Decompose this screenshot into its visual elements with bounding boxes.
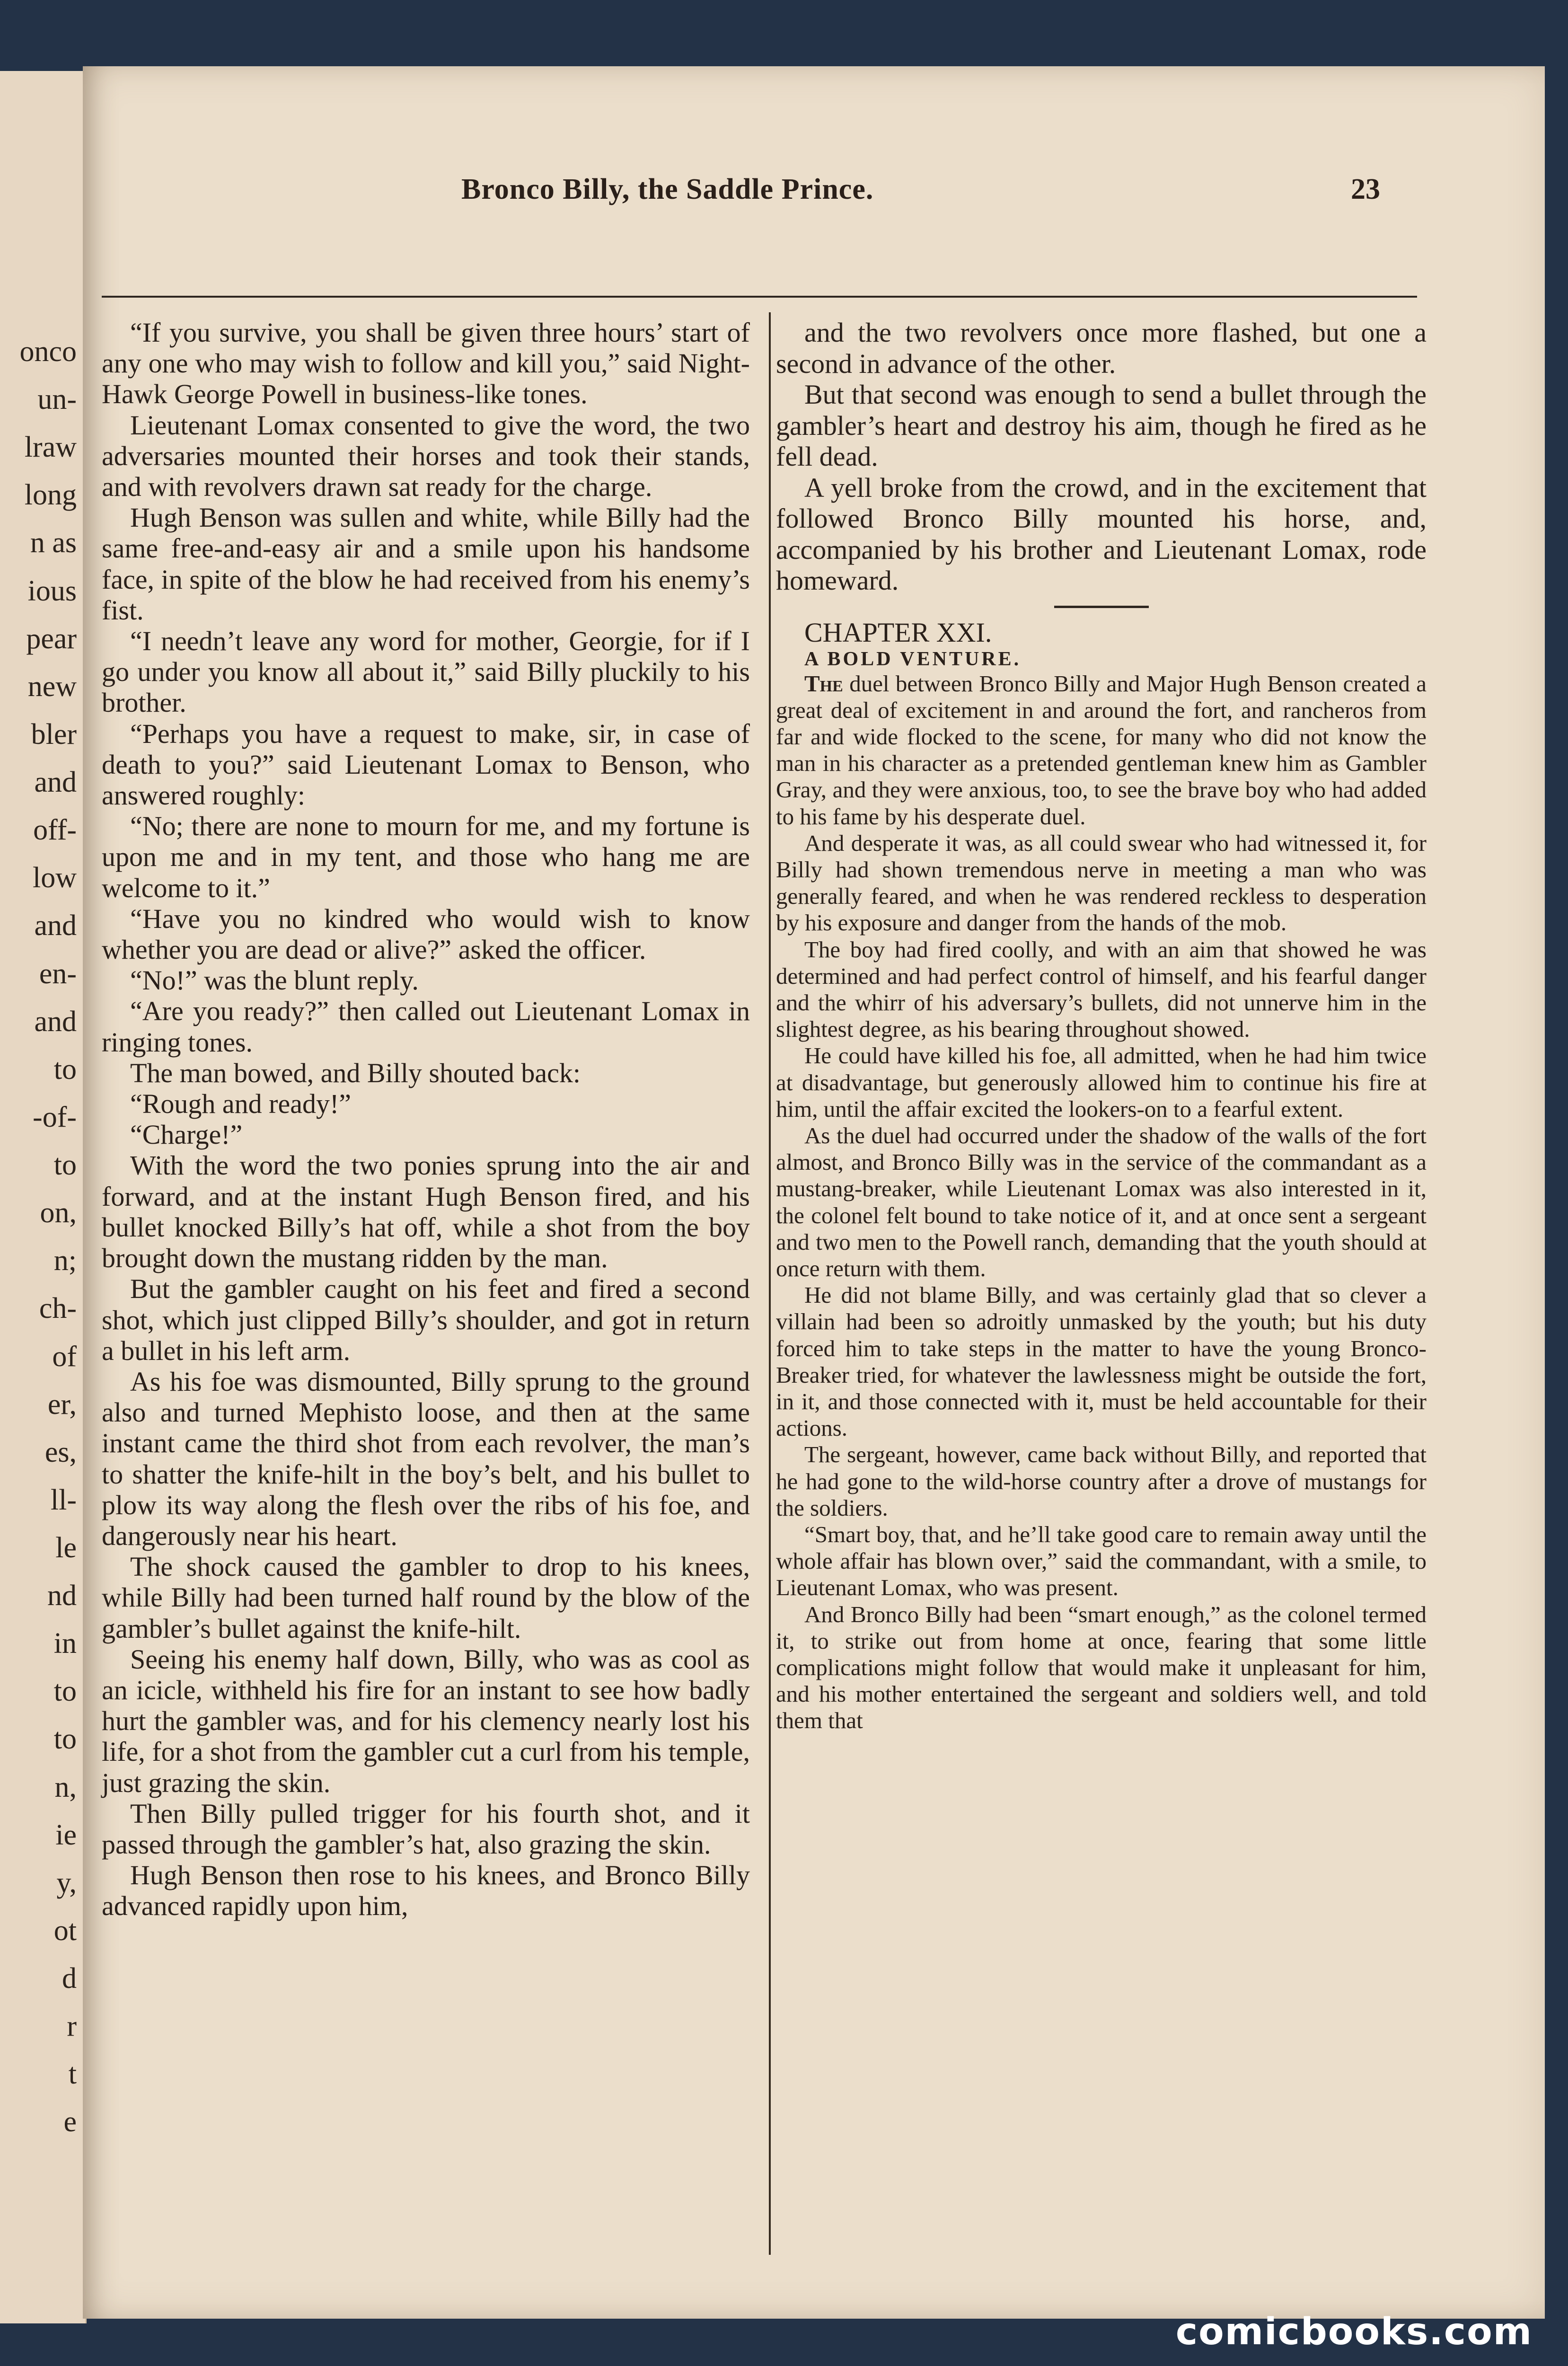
paragraph: The man bowed, and Billy shouted back:: [130, 1057, 581, 1088]
paragraph: The sergeant, however, came back without Billy, and reported that he had gone to the wild-horse country after a drove of mustangs for the soldiers.: [776, 1441, 1427, 1521]
facing-page-fragment: y,: [56, 1866, 77, 1899]
paragraph: “No!” was the blunt reply.: [130, 965, 419, 996]
facing-page-fragment: new: [27, 670, 77, 703]
facing-page-fragment: to: [53, 1675, 77, 1708]
paragraph: Lieutenant Lomax consented to give the word, the two adversaries mounted their horses and took their stands, and with revolvers drawn sat ready for the charge.: [102, 409, 750, 503]
facing-page-fragment: d: [62, 1962, 77, 1995]
chapter-title: CHAPTER XXI.: [804, 617, 992, 648]
paragraph: Hugh Benson was sullen and white, while Billy had the same free-and-easy air and a smile upon his handsome face, in spite of the blow he had received from his enemy’s fist.: [102, 502, 750, 626]
chapter-first-paragraph: [776, 671, 1427, 830]
paragraph: “Smart boy, that, and he’ll take good care to remain away until the whole affair has blown over,” said the commandant, with a smile, to Lieutenant Lomax, who was present.: [776, 1521, 1427, 1601]
page-number: 23: [1351, 173, 1380, 205]
facing-page-fragment: n;: [53, 1245, 77, 1277]
header-rule: [102, 296, 1417, 298]
paragraph: But the gambler caught on his feet and fired a second shot, which just clipped Billy’s shoulder, and got in return a bullet in his left arm.: [102, 1273, 750, 1366]
facing-page-fragment: low: [33, 862, 77, 894]
running-title: Bronco Billy, the Saddle Prince.: [461, 173, 874, 205]
facing-page-edge: [0, 71, 87, 2323]
paragraph: As his foe was dismounted, Billy sprung to the ground also and turned Mephisto loose, and then at the same instant came the third shot from each revolver, the man’s to shatter the knife-hilt in the boy’s belt, and his bullet to plow its way along the flesh over the ribs of his foe, and dangerously near his heart.: [102, 1366, 750, 1551]
facing-page-fragment: of: [52, 1340, 77, 1373]
facing-page-fragment: e: [63, 2106, 77, 2138]
paragraph: Then Billy pulled trigger for his fourth shot, and it passed through the gambler’s hat, also grazing the skin.: [102, 1798, 750, 1860]
paragraph: With the word the two ponies sprung into the air and forward, and at the instant Hugh Benson fired, and his bullet knocked Billy’s hat off, while a shot from the boy brought down the mustang ridden by the man.: [102, 1150, 750, 1274]
facing-page-fragment: -of-: [33, 1101, 77, 1133]
paragraph: And Bronco Billy had been “smart enough,” as the colonel termed it, to strike out from home at once, fearing that some little complications might follow that would make it unpleasant for him, and his mother entertained the sergeant and soldiers well, and told them that: [776, 1601, 1427, 1734]
facing-page-fragment: and: [34, 1005, 77, 1038]
facing-page-fragment: r: [67, 2010, 77, 2043]
paragraph: “I needn’t leave any word for mother, Georgie, for if I go under you know all about it,” said Billy pluckily to his brother.: [102, 626, 750, 718]
facing-page-fragment: nd: [47, 1580, 77, 1612]
left-column: [102, 317, 750, 1922]
paragraph: “Perhaps you have a request to make, sir, in case of death to you?” said Lieutenant Lomax to Benson, who answered roughly:: [102, 718, 750, 811]
facing-page-fragment: un-: [37, 383, 77, 416]
facing-page-fragment: le: [55, 1532, 77, 1564]
facing-page-fragment: er,: [47, 1388, 77, 1421]
paragraph: As the duel had occurred under the shadow of the walls of the fort almost, and Bronco Billy was in the service of the commandant as a mustang-breaker, while Lieutenant Lomax was also interested in it, the colonel felt bound to take notice of it, and at once sent a sergeant and two men to the Powell ranch, demanding that the youth should at once return with them.: [776, 1122, 1427, 1281]
facing-page-fragment: onco: [19, 335, 77, 368]
chapter-first-word: The: [804, 670, 843, 697]
facing-page-fragment: to: [53, 1053, 77, 1086]
facing-page-fragment: t: [68, 2058, 77, 2091]
watermark: comicbooks.com: [1175, 2311, 1533, 2353]
chapter-first-paragraph-text: duel between Bronco Billy and Major Hugh Benson created a great deal of excitement in and around the fort, and rancheros from far and wide flocked to the scene, for many who did not know the man in his character as a pretended gentleman knew him as Gambler Gray, and they were anxious, too, to see the brave boy who had added to his fame by his desperate duel.: [776, 670, 1427, 830]
paragraph: “Have you no kindred who would wish to know whether you are dead or alive?” asked the officer.: [102, 903, 750, 965]
page-header: [83, 173, 1408, 230]
facing-page-fragment: on,: [40, 1197, 77, 1229]
facing-page-fragment: pear: [26, 622, 77, 655]
facing-page-fragment: n,: [54, 1771, 77, 1803]
paragraph: “If you survive, you shall be given three hours’ start of any one who may wish to follow and kill you,” said Night-Hawk George Powell in business-like tones.: [102, 317, 750, 410]
paragraph: “Are you ready?” then called out Lieutenant Lomax in ringing tones.: [102, 996, 750, 1058]
paragraph: He could have killed his foe, all admitted, when he had him twice at disadvantage, but generously allowed him to continue his fire at him, until the affair excited the lookers-on to a fearful extent.: [776, 1042, 1427, 1122]
paragraph: “No; there are none to mourn for me, and my fortune is upon me and in my tent, and those who hang me are welcome to it.”: [102, 811, 750, 903]
paragraph: and the two revolvers once more flashed, but one a second in advance of the other.: [776, 317, 1427, 379]
paragraph: And desperate it was, as all could swear who had witnessed it, for Billy had shown tremendous nerve in meeting a man who was generally feared, and when he was rendered reckless to desperation by his exposure and danger from the hands of the mob.: [776, 830, 1427, 936]
facing-page-fragment: bler: [31, 718, 77, 750]
column-divider: [769, 312, 771, 2255]
facing-page-fragment: ie: [55, 1819, 77, 1851]
book-page: [83, 66, 1545, 2319]
paragraph: “Charge!”: [130, 1119, 243, 1150]
facing-page-fragment: off-: [33, 814, 77, 847]
facing-page-fragment: lraw: [24, 431, 77, 464]
paragraph: But that second was enough to send a bullet through the gambler’s heart and destroy his aim, though he fired as he fell dead.: [776, 379, 1427, 472]
facing-page-fragment: to: [53, 1723, 77, 1756]
facing-page-fragment: in: [53, 1627, 77, 1660]
facing-page-fragment: and: [34, 766, 77, 799]
facing-page-fragment: ch-: [39, 1292, 77, 1325]
paragraph: The shock caused the gambler to drop to his knees, while Billy had been turned half round by the blow of the gambler’s bullet against the knife-hilt.: [102, 1551, 750, 1644]
facing-page-fragment: long: [24, 479, 77, 512]
facing-page-fragment: ot: [53, 1914, 77, 1947]
paragraph: “Rough and ready!”: [130, 1088, 352, 1120]
facing-page-fragment: and: [34, 909, 77, 942]
chapter-subtitle: A BOLD VENTURE.: [804, 648, 1022, 670]
facing-page-fragment: es,: [44, 1436, 77, 1468]
paragraph: He did not blame Billy, and was certainly glad that so clever a villain had been so adroitly unmasked by the youth; but his duty forced him to take steps in the matter to have the young Bronco-Breaker tried, for whatever the lawlessness might be outside the fort, in it, and those connected with it, must be held accountable for their actions.: [776, 1282, 1427, 1441]
section-rule: [1054, 606, 1149, 608]
paragraph: Seeing his enemy half down, Billy, who was as cool as an icicle, withheld his fire for an instant to see how badly hurt the gambler was, and for his clemency nearly lost his life, for a shot from the gambler cut a curl from his temple, just grazing the skin.: [102, 1643, 750, 1798]
facing-page-fragment: ious: [27, 574, 77, 607]
facing-page-fragment: en-: [39, 957, 77, 990]
facing-page-fragment: n as: [30, 527, 77, 559]
right-column: [776, 317, 1427, 1734]
facing-page-fragment: ll-: [50, 1483, 77, 1516]
paragraph: The boy had fired coolly, and with an aim that showed he was determined and had perfect control of himself, and his fearful danger and the whirr of his adversary’s bullets, did not unnerve him in the slightest degree, as his bearing throughout showed.: [776, 936, 1427, 1042]
paragraph: A yell broke from the crowd, and in the excitement that followed Bronco Billy mounted his horse, and, accompanied by his brother and Lieutenant Lomax, rode homeward.: [776, 472, 1427, 596]
facing-page-fragment: to: [53, 1149, 77, 1182]
paragraph: Hugh Benson then rose to his knees, and Bronco Billy advanced rapidly upon him,: [102, 1860, 750, 1922]
